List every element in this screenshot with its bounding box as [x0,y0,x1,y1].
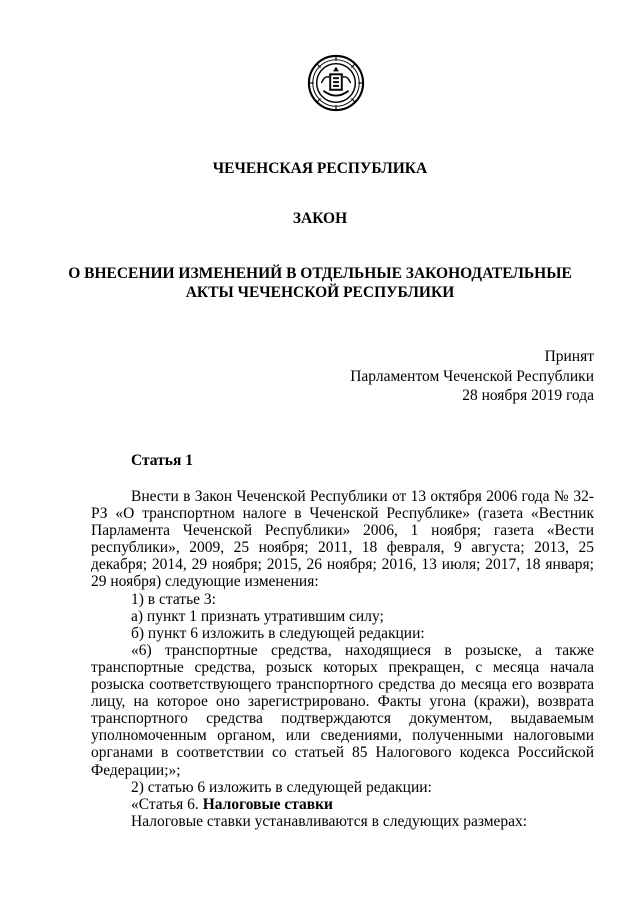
paragraph-clause-6: «6) транспортные средства, находящиеся в розыске, а также транспортные средства, розыск которых прекращен, с месяца начала розыска соответствующего транспортного средства до месяца его возврата лицу, на которое оно зарегистрировано. Факты угона (кражи), возврата транспортного средства подтверждаются документом, выдаваемым уполномоченным органом, или сведениями, полученными налоговыми органами в соответствии со статьей 85 Налогового кодекса Российской Федерации;»; [91,641,594,779]
republic-heading: ЧЕЧЕНСКАЯ РЕСПУБЛИКА [212,160,428,177]
law-title-line-1: О ВНЕСЕНИИ ИЗМЕНЕНИЙ В ОТДЕЛЬНЫЕ ЗАКОНОДАТЕЛЬНЫЕ [68,265,572,282]
coat-of-arms-icon [307,54,365,112]
paragraph-item-1b: б) пункт 6 изложить в следующей редакции: [131,624,425,642]
adoption-line-3: 28 ноября 2019 года [462,387,594,404]
article-body [91,488,594,830]
article-6-title: Налоговые ставки [202,795,333,813]
paragraph-item-2: 2) статью 6 изложить в следующей редакции: [131,778,432,796]
paragraph-item-1a: а) пункт 1 признать утратившим силу; [131,607,384,625]
adoption-line-2: Парламентом Чеченской Республики [350,367,594,385]
adoption-block [350,347,594,406]
article-6-prefix: «Статья 6. [131,795,203,813]
law-title [0,264,640,302]
article-heading: Статья 1 [131,452,193,469]
paragraph-item-1: 1) в статье 3: [131,590,216,608]
paragraph-article-6-heading [91,796,594,813]
document-type: ЗАКОН [292,210,348,227]
paragraph-tax-rates: Налоговые ставки устанавливаются в следующих размерах: [131,812,528,830]
law-title-line-2: АКТЫ ЧЕЧЕНСКОЙ РЕСПУБЛИКИ [185,284,455,301]
adoption-line-1: Принят [544,348,594,365]
paragraph-intro: Внести в Закон Чеченской Республики от 13 октября 2006 года № 32-РЗ «О транспортном налоге в Чеченской Республике» (газета «Вестник Парламента Чеченской Республики» 2006, 1 ноября; газета «Вести республики», 2009, 25 ноября; 2011, 18 февраля, 9 августа; 2013, 25 декабря; 2014, 29 ноября; 2015, 26 ноября; 2016, 13 июля; 2017, 18 января; 29 ноября) следующие изменения: [91,488,594,591]
